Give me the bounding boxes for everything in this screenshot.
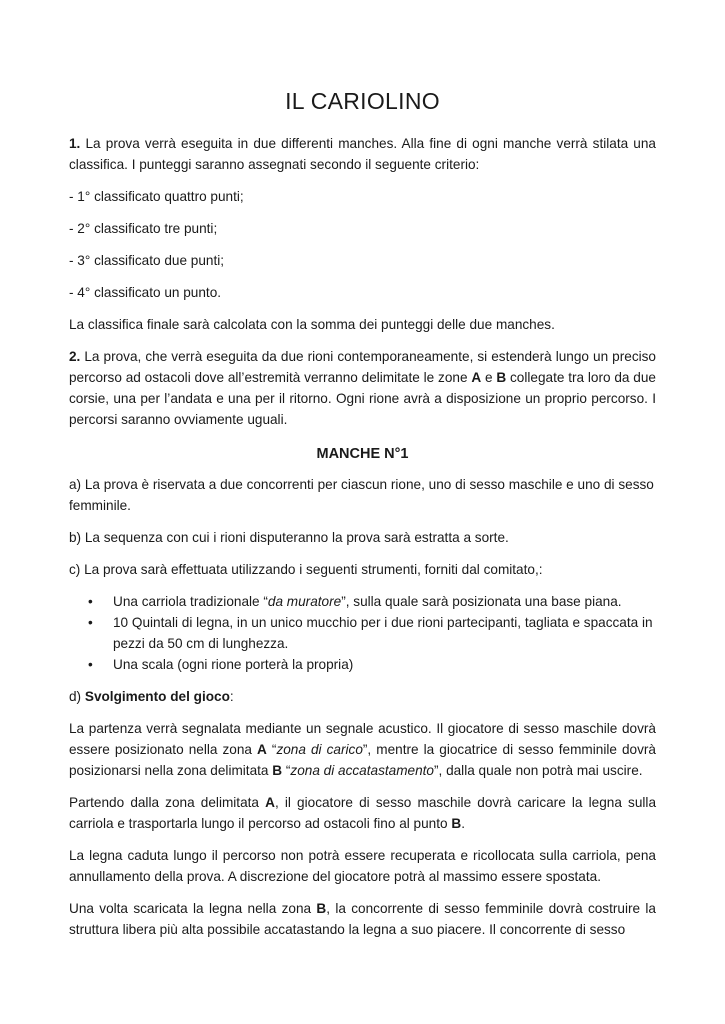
score-item-4: - 4° classificato un punto. [69, 285, 222, 300]
score-item-3: - 3° classificato due punti; [69, 253, 225, 268]
section-2-number: 2. [69, 349, 81, 364]
game-paragraph-4: Una volta scaricata la legna nella zona B, la concorrente di sesso femminile dovrà costruire la struttura libera più alta possibile accatastando la legna a suo piacere. Il concorrente di sesso [69, 901, 656, 937]
score-item-1: - 1° classificato quattro punti; [69, 189, 244, 204]
manche-rule-a: a) La prova è riservata a due concorrenti per ciascun rione, uno di sesso maschile e uno di sesso femminile. [69, 477, 654, 513]
equipment-item-wood: • 10 Quintali di legna, in un unico mucchio per i due rioni partecipanti, tagliata e spaccata in pezzi da 50 cm di lunghezza. [69, 612, 656, 654]
equipment-list [69, 591, 656, 675]
document-title: IL CARIOLINO [285, 88, 440, 114]
game-paragraph-3: La legna caduta lungo il percorso non potrà essere recuperata e ricollocata sulla carriola, pena annullamento della prova. A discrezione del giocatore potrà al massimo essere spostata. [69, 848, 656, 884]
bullet-icon: • [88, 615, 93, 630]
manche-rule-d: d) Svolgimento del gioco: [69, 689, 234, 704]
section-1-number: 1. [69, 136, 81, 151]
section-1-intro: 1. La prova verrà eseguita in due differenti manches. Alla fine di ogni manche verrà stilata una classifica. I punteggi saranno assegnati secondo il seguente criterio: [69, 136, 656, 172]
manche-heading: MANCHE N°1 [316, 446, 409, 462]
manche-rule-c: c) La prova sarà effettuata utilizzando i seguenti strumenti, forniti dal comitato,: [69, 562, 543, 577]
document-page [69, 0, 656, 940]
manche-rule-b: b) La sequenza con cui i rioni disputeranno la prova sarà estratta a sorte. [69, 530, 509, 545]
equipment-item-ladder: • Una scala (ogni rione porterà la propria) [69, 654, 656, 675]
section-2-paragraph: 2. La prova, che verrà eseguita da due rioni contemporaneamente, si estenderà lungo un preciso percorso ad ostacoli dove all’estremità verranno delimitate le zone A e B collegate tra loro da due corsie, una per l’andata e una per il ritorno. Ogni rione avrà a disposizione un proprio percorso. I percorsi saranno ovviamente uguali. [69, 349, 656, 427]
equipment-item-wheelbarrow: • Una carriola tradizionale “da muratore”, sulla quale sarà posizionata una base piana. [69, 591, 656, 612]
game-paragraph-2: Partendo dalla zona delimitata A, il giocatore di sesso maschile dovrà caricare la legna sulla carriola e trasportarla lungo il percorso ad ostacoli fino al punto B. [69, 795, 657, 831]
final-ranking-note: La classifica finale sarà calcolata con la somma dei punteggi delle due manches. [69, 317, 555, 332]
score-item-2: - 2° classificato tre punti; [69, 221, 218, 236]
bullet-icon: • [88, 594, 93, 609]
game-paragraph-1: La partenza verrà segnalata mediante un segnale acustico. Il giocatore di sesso maschile dovrà essere posizionato nella zona A “zona di carico”, mentre la giocatrice di sesso femminile dovrà posizionarsi nella zona delimitata B “zona di accatastamento”, dalla quale non potrà mai uscire. [69, 721, 656, 778]
bullet-icon: • [88, 657, 93, 672]
